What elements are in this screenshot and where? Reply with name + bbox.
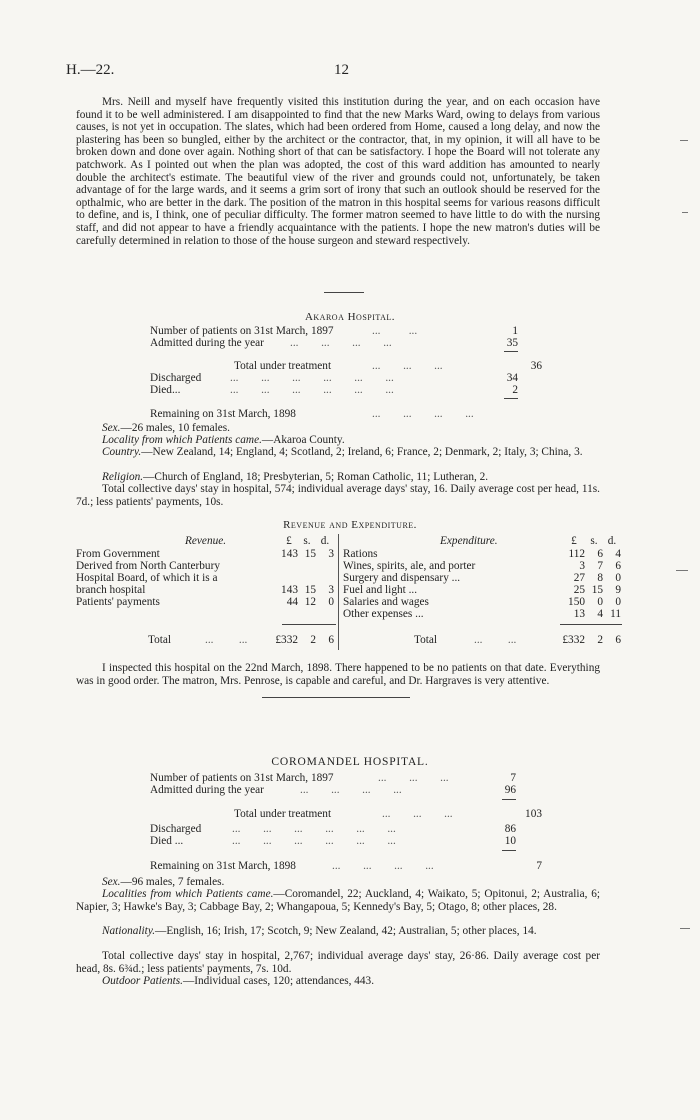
coro-died-label: Died ...: [150, 835, 184, 847]
expenditure-row-pence: 4: [615, 548, 621, 560]
akaroa-admitted-value: 35: [506, 337, 518, 349]
shilling-head: s.: [590, 535, 598, 547]
akaroa-country: [76, 446, 600, 459]
akaroa-remaining-label: Remaining on 31st March, 1898: [150, 408, 296, 420]
sum-rule: [502, 850, 516, 851]
label: Country.: [102, 446, 142, 458]
coro-outdoor: [102, 975, 600, 988]
total-rule: [282, 624, 336, 625]
coro-died-value: 10: [504, 835, 516, 847]
dots: ... ... ...: [372, 360, 443, 372]
revenue-row-pounds: 44: [286, 596, 298, 608]
expenditure-row-shillings: 7: [597, 560, 603, 572]
expenditure-row-pence: 11: [610, 608, 621, 620]
expenditure-row-shillings: 15: [591, 584, 603, 596]
coro-discharged-value: 86: [504, 823, 516, 835]
akaroa-admitted-label: Admitted during the year: [150, 337, 264, 349]
expenditure-row-label: Surgery and dispensary ...: [343, 572, 461, 584]
pound-head: £: [571, 535, 577, 547]
expenditure-head: Expenditure.: [440, 535, 498, 547]
dots: ... ...: [474, 634, 517, 646]
dots: ... ...: [205, 634, 248, 646]
expenditure-row-pence: 6: [615, 560, 621, 572]
revenue-row-label: branch hospital: [76, 584, 146, 596]
revenue-head: Revenue.: [185, 535, 227, 547]
expenditure-row-pounds: 25: [573, 584, 585, 596]
sum-rule: [504, 398, 518, 399]
dots: ... ... ... ... ... ...: [232, 823, 396, 835]
revenue-row-label: From Government: [76, 548, 160, 560]
pence-head: d.: [607, 535, 617, 547]
pound-head: £: [286, 535, 292, 547]
coro-total-value: 103: [525, 808, 542, 820]
coro-localities: [76, 888, 600, 913]
akaroa-start-value: 1: [512, 325, 518, 337]
revenue-row-label: Derived from North Canterbury: [76, 560, 220, 572]
coromandel-title: COROMANDEL HOSPITAL.: [271, 756, 429, 768]
revenue-row-pence: 3: [328, 548, 334, 560]
dots: ... ... ... ...: [332, 860, 434, 872]
akaroa-stay: Total collective days' stay in hospital, 574; individual average days' stay, 16. Daily average cost per head, 11s. 7d.; less patients' payments, 10s.: [76, 483, 600, 508]
text: —96 males, 7 females.: [120, 876, 225, 888]
akaroa-total-value: 36: [530, 360, 542, 372]
revenue-row-pence: 0: [328, 596, 334, 608]
margin-mark: [676, 570, 688, 571]
label: Locality from which Patients came.: [102, 434, 262, 446]
coro-start-value: 7: [510, 772, 516, 784]
coro-discharged-label: Discharged: [150, 823, 202, 835]
dots: ... ... ...: [378, 772, 449, 784]
akaroa-title: Akaroa Hospital.: [304, 311, 396, 323]
coro-total-label: Total under treatment: [234, 808, 332, 820]
revenue-total-pounds: £332: [275, 634, 298, 646]
text: —English, 16; Irish, 17; Scotch, 9; New Zealand, 42; Australian, 5; other places, 14.: [155, 925, 537, 937]
akaroa-start-label: Number of patients on 31st March, 1897: [150, 325, 334, 337]
akaroa-died-label: Died...: [150, 384, 181, 396]
section-divider: [262, 697, 410, 698]
expenditure-total-pounds: £332: [562, 634, 585, 646]
coro-sex: [102, 876, 600, 889]
expenditure-row-pounds: 27: [573, 572, 585, 584]
label: Sex.: [102, 422, 121, 434]
coro-start-label: Number of patients on 31st March, 1897: [150, 772, 334, 784]
akaroa-discharged-value: 34: [506, 372, 518, 384]
expenditure-total-pence: 6: [615, 634, 621, 646]
revenue-row-shillings: 15: [304, 584, 316, 596]
dots: ... ... ... ...: [300, 784, 402, 796]
revenue-row-label: Patients' payments: [76, 596, 160, 608]
dots: ... ... ...: [382, 808, 453, 820]
intro-paragraph: Mrs. Neill and myself have frequently visited this institution during the year, and on each occasion have found it to be well administered. I am disappointed to find that the new Marks Ward, owing to delays from various causes, is not yet in occupation. The slates, which had been ordered from Home, caused a long delay, and now the plastering has been so bungled, either by the architect or the contractor, that, in my opinion, it will all have to be broken down and done over again. Nothing short of that can be satisfactory. I hope the Board will not tolerate any patchwork. As I pointed out when the plan was adopted, the cost of this ward addition has amounted to nearly double the architect's estimate. The beautiful view of the river and grounds could not, unfortunately, be taken advantage of for the large wards, and it seems a grim sort of irony that such an outlook should be reserved for the opthalmic, who are better in the dark. The position of the matron in this hospital seems for various reasons difficult to define, and is, I think, one of peculiar difficulty. The former matron seemed to have little to do with the nursing staff, and did not appear to have a friendly acquaintance with the patients. I hope the new matron's duties will be carefully determined in relation to those of the house surgeon and steward respectively.: [76, 96, 600, 247]
expenditure-row-label: Other expenses ...: [343, 608, 424, 620]
akaroa-religion: [102, 471, 600, 484]
shilling-head: s.: [303, 535, 311, 547]
text: —26 males, 10 females.: [120, 422, 231, 434]
expenditure-row-pounds: 3: [579, 560, 585, 572]
revenue-total-shillings: 2: [310, 634, 316, 646]
expenditure-row-pounds: 112: [568, 548, 585, 560]
revenue-row-shillings: 15: [304, 548, 316, 560]
document-reference: H.—22.: [66, 62, 115, 78]
coro-stay: Total collective days' stay in hospital, 2,767; individual average days' stay, 26·86. Daily average cost per head, 8s. 6¾d.; less patients' payments, 7s. 10d.: [76, 950, 600, 975]
dots: ... ...: [372, 325, 418, 337]
margin-mark: [682, 212, 688, 213]
expenditure-row-shillings: 0: [597, 596, 603, 608]
text: —Individual cases, 120; attendances, 443.: [182, 975, 375, 987]
dots: ... ... ... ... ... ...: [230, 372, 394, 384]
expenditure-row-pence: 0: [615, 596, 621, 608]
dots: ... ... ... ...: [290, 337, 392, 349]
revenue-row-shillings: 12: [304, 596, 316, 608]
expenditure-row-pence: 0: [615, 572, 621, 584]
sum-rule: [504, 351, 518, 352]
expenditure-row-label: Wines, spirits, ale, and porter: [343, 560, 476, 572]
label: Localities from which Patients came.: [102, 888, 274, 900]
pence-head: d.: [320, 535, 330, 547]
margin-mark: [680, 928, 690, 929]
expenditure-row-label: Rations: [343, 548, 378, 560]
expenditure-row-shillings: 8: [597, 572, 603, 584]
dots: ... ... ... ... ... ...: [232, 835, 396, 847]
text: —Akaroa County.: [261, 434, 345, 446]
dots: ... ... ... ...: [372, 408, 474, 420]
revenue-row-pence: 3: [328, 584, 334, 596]
expenditure-row-pounds: 13: [573, 608, 585, 620]
page-number: 12: [334, 62, 349, 78]
revenue-row-pounds: 143: [281, 548, 298, 560]
akaroa-sex: [102, 422, 600, 435]
label: Religion.: [102, 471, 144, 483]
revenue-row-pounds: 143: [281, 584, 298, 596]
akaroa-total-label: Total under treatment: [234, 360, 332, 372]
expenditure-total-label: Total: [414, 634, 438, 646]
akaroa-locality: [102, 434, 600, 447]
expenditure-row-pence: 9: [615, 584, 621, 596]
coro-admitted-label: Admitted during the year: [150, 784, 264, 796]
coro-remaining-label: Remaining on 31st March, 1898: [150, 860, 296, 872]
text: —Church of England, 18; Presbyterian, 5; Roman Catholic, 11; Lutheran, 2.: [143, 471, 489, 483]
label: Sex.: [102, 876, 121, 888]
margin-mark: [680, 140, 688, 141]
coro-nationality: [76, 925, 600, 938]
revenue-total-label: Total: [148, 634, 172, 646]
expenditure-row-shillings: 6: [597, 548, 603, 560]
column-divider: [338, 534, 339, 650]
expenditure-total-shillings: 2: [597, 634, 603, 646]
expenditure-row-label: Salaries and wages: [343, 596, 429, 608]
akaroa-discharged-label: Discharged: [150, 372, 202, 384]
text: —New Zealand, 14; England, 4; Scotland, 2; Ireland, 6; France, 2; Denmark, 2; Italy, 3; China, 3.: [141, 446, 583, 458]
expenditure-row-label: Fuel and light ...: [343, 584, 418, 596]
total-rule: [560, 624, 622, 625]
label: Outdoor Patients.: [102, 975, 183, 987]
coro-remaining-value: 7: [536, 860, 542, 872]
akaroa-died-value: 2: [512, 384, 518, 396]
label: Nationality.: [102, 925, 156, 937]
sum-rule: [502, 799, 516, 800]
revenue-total-pence: 6: [328, 634, 334, 646]
coro-admitted-value: 96: [504, 784, 516, 796]
dots: ... ... ... ... ... ...: [230, 384, 394, 396]
revenue-row-label: Hospital Board, of which it is a: [76, 572, 218, 584]
text: —Coromandel, 22; Auckland, 4; Waikato, 5; Opitonui, 2; Australia, 6; Napier, 3; Hawke's Bay, 3; Cabbage Bay, 2; Whangapoua, 5; Kennedy's Bay, 5; Otago, 8; other places, 28.: [76, 888, 601, 913]
expenditure-row-shillings: 4: [597, 608, 603, 620]
section-divider: [324, 292, 364, 293]
revenue-title: Revenue and Expenditure.: [283, 519, 417, 531]
akaroa-closing: I inspected this hospital on the 22nd March, 1898. There happened to be no patients on that date. Everything was in good order. The matron, Mrs. Penrose, is capable and careful, and Dr. Hargraves is very attentive.: [76, 662, 600, 687]
expenditure-row-pounds: 150: [568, 596, 585, 608]
